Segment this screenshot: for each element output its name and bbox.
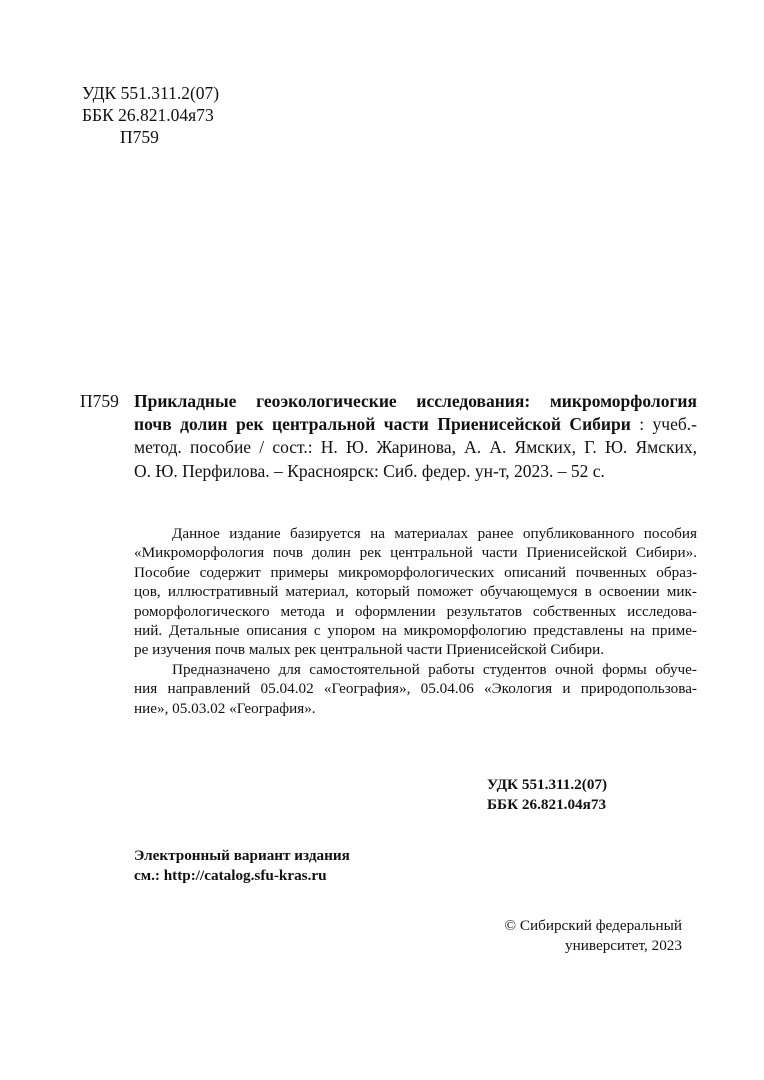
abstract-line: «Микроморфология почв долин рек центральной части Приенисейской Сибири».	[134, 544, 697, 562]
author-mark: П759	[120, 127, 159, 147]
biblio-rest-part: метод. пособие / сост.: Н. Ю. Жаринова, А. А. Ямских, Г. Ю. Ямских,	[134, 437, 697, 458]
copyright-notice	[470, 916, 682, 955]
abstract-line: роморфологического метода и оформлении результатов собственных исследова-	[134, 602, 697, 620]
bbk-code-bottom: ББК 26.821.04я73	[487, 795, 607, 813]
abstract-line: ре изучения почв малых рек центральной части Приенисейской Сибири.	[134, 641, 605, 659]
biblio-rest-part: : учеб.-	[630, 414, 697, 435]
top-classification-codes	[82, 82, 219, 148]
electronic-version-label: Электронный вариант издания	[134, 847, 350, 864]
copyright-line: © Сибирский федеральный	[504, 917, 682, 934]
copyright-line: университет, 2023	[565, 936, 682, 954]
biblio-line	[134, 390, 697, 413]
biblio-line	[134, 413, 697, 436]
udk-code: УДК 551.311.2(07)	[82, 83, 220, 103]
bottom-classification-codes	[487, 775, 607, 814]
biblio-line	[134, 436, 697, 459]
abstract-line: ния направлений 05.04.02 «География», 05.04.06 «Экология и природопользова-	[134, 680, 697, 698]
abstract-line: ний. Детальные описания с упором на микроморфологию представлены на приме-	[134, 622, 697, 640]
electronic-version-note	[134, 846, 350, 885]
abstract-line: Пособие содержит примеры микроморфологических описаний почвенных образ-	[134, 563, 697, 581]
biblio-title-part: Прикладные геоэкологические исследования: микроморфология	[134, 391, 697, 411]
biblio-title-part: почв долин рек центральной части Приенисейской Сибири	[134, 414, 631, 435]
biblio-author-mark: П759	[80, 391, 119, 411]
abstract	[134, 524, 697, 718]
biblio-line	[134, 460, 697, 483]
udk-code-bottom: УДК 551.311.2(07)	[487, 776, 608, 793]
biblio-rest-part: О. Ю. Перфилова. – Красноярск: Сиб. федер. ун-т, 2023. – 52 с.	[134, 460, 605, 481]
abstract-line: Данное издание базируется на материалах ранее опубликованного пособия	[172, 525, 697, 542]
catalog-link[interactable]: см.: http://catalog.sfu-kras.ru	[134, 866, 327, 884]
bibliographic-entry	[134, 390, 697, 483]
abstract-line: ние», 05.03.02 «География».	[134, 699, 316, 717]
bbk-code: ББК 26.821.04я73	[82, 105, 214, 125]
abstract-line: цов, иллюстративный материал, который поможет обучающемуся в освоении мик-	[134, 583, 697, 601]
abstract-line: Предназначено для самостоятельной работы студентов очной формы обуче-	[172, 660, 697, 678]
